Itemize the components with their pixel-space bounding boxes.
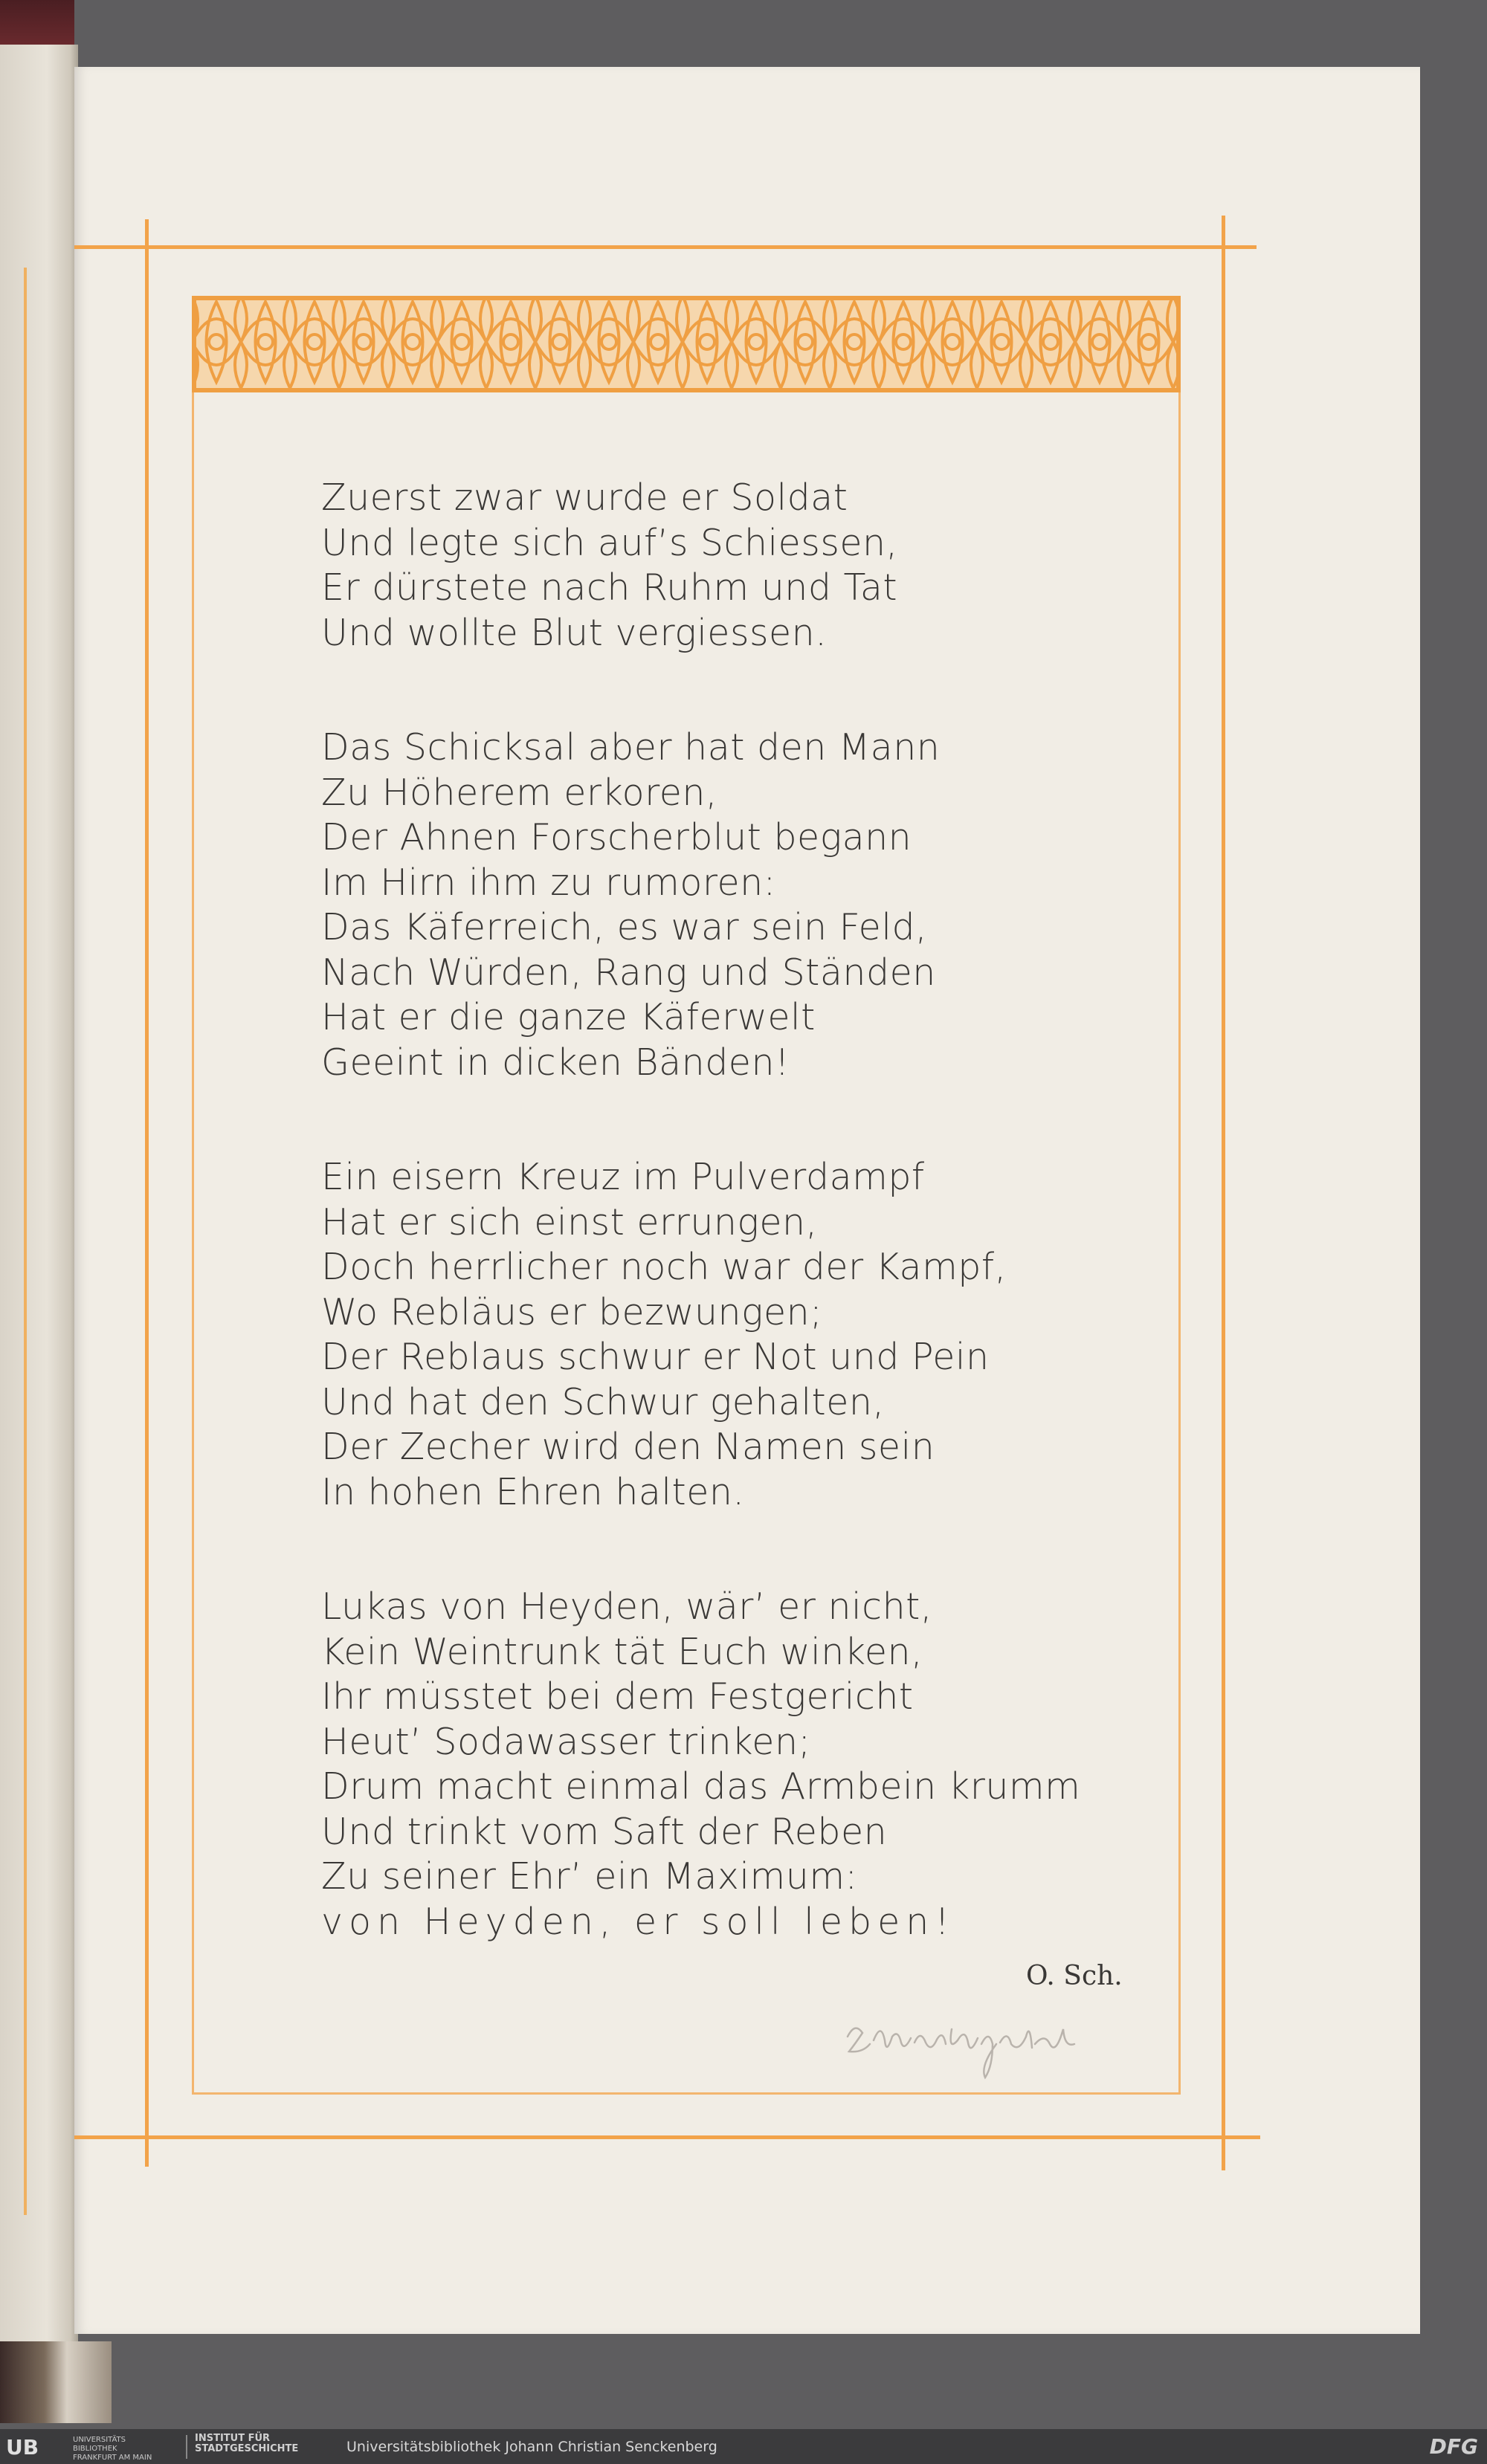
poem-line: Zuerst zwar wurde er Soldat: [321, 476, 848, 519]
book-spine-bottom: [0, 2341, 112, 2423]
poem-line: Hat er sich einst errungen,: [321, 1200, 818, 1244]
bottom-rule: [74, 2135, 1260, 2139]
left-page-edge: [0, 45, 78, 2371]
poem-line: Im Hirn ihm zu rumoren:: [321, 861, 776, 904]
poem-line: von Heyden, er soll leben!: [321, 1900, 955, 1943]
poem-line: Und trinkt vom Saft der Reben: [321, 1810, 888, 1853]
poem-line: Ihr müsstet bei dem Festgericht: [321, 1675, 914, 1718]
poem-line: Er dürstete nach Ruhm und Tat: [321, 566, 898, 609]
stanza-1: [321, 476, 1176, 656]
poem-line: Nach Würden, Rang und Ständen: [321, 951, 936, 994]
poem-line: Wo Rebläus er bezwungen;: [321, 1290, 823, 1333]
poem-line: Und wollte Blut vergiessen.: [321, 611, 828, 654]
poem-line: Doch herrlicher noch war der Kampf,: [321, 1246, 1007, 1288]
left-rule: [145, 219, 149, 2167]
institution-name: Universitätsbibliothek Johann Christian Senckenberg: [346, 2439, 717, 2455]
stanza-3: [321, 1155, 1176, 1515]
poem-line: Der Zecher wird den Namen sein: [321, 1426, 935, 1468]
poem-line: Das Schicksal aber hat den Mann: [321, 726, 941, 769]
poem-line: Zu Höherem erkoren,: [321, 771, 717, 814]
institut-logo: INSTITUT FÜR STADTGESCHICHTE: [195, 2433, 299, 2454]
poem-line: Das Käferreich, es war sein Feld,: [321, 906, 928, 948]
stanza-2: [321, 725, 1176, 1085]
footer-separator: [186, 2435, 187, 2459]
ub-logo: UB: [6, 2435, 39, 2460]
poem-line: Kein Weintrunk tät Euch winken,: [321, 1630, 923, 1673]
poem-line: Der Ahnen Forscherblut begann: [321, 816, 912, 858]
poem-line: Und hat den Schwur gehalten,: [321, 1380, 885, 1423]
poem-line: In hohen Ehren halten.: [321, 1470, 745, 1513]
poem-line: Heut’ Sodawasser trinken;: [321, 1720, 811, 1763]
poem-line: Und legte sich auf’s Schiessen,: [321, 521, 898, 564]
poem-line: Geeint in dicken Bänden!: [321, 1041, 790, 1084]
poem-line: Hat er die ganze Käferwelt: [321, 996, 816, 1038]
ub-logo-subtitle: UNIVERSITÄTS BIBLIOTHEK FRANKFURT AM MAIN: [73, 2436, 152, 2462]
book-spine-top: [0, 0, 74, 46]
poem-line: Zu seiner Ehr’ ein Maximum:: [321, 1855, 858, 1898]
right-rule: [1222, 216, 1225, 2170]
poem-line: Ein eisern Kreuz im Pulverdampf: [321, 1156, 925, 1198]
poem-line: Der Reblaus schwur er Not und Pein: [321, 1336, 990, 1378]
handwritten-signature: [840, 2007, 1093, 2089]
poem: [321, 476, 1176, 2014]
ornament-band: [192, 296, 1181, 392]
poem-line: Drum macht einmal das Armbein krumm: [321, 1765, 1081, 1808]
dfg-logo: DFG: [1429, 2434, 1478, 2459]
poem-line: Lukas von Heyden, wär’ er nicht,: [321, 1585, 932, 1628]
top-rule: [74, 245, 1257, 249]
footer-bar: [0, 2429, 1487, 2464]
author-initials: O. Sch.: [1026, 1961, 1123, 1991]
stanza-4: [321, 1585, 1176, 1944]
left-page-rule: [24, 268, 27, 2215]
